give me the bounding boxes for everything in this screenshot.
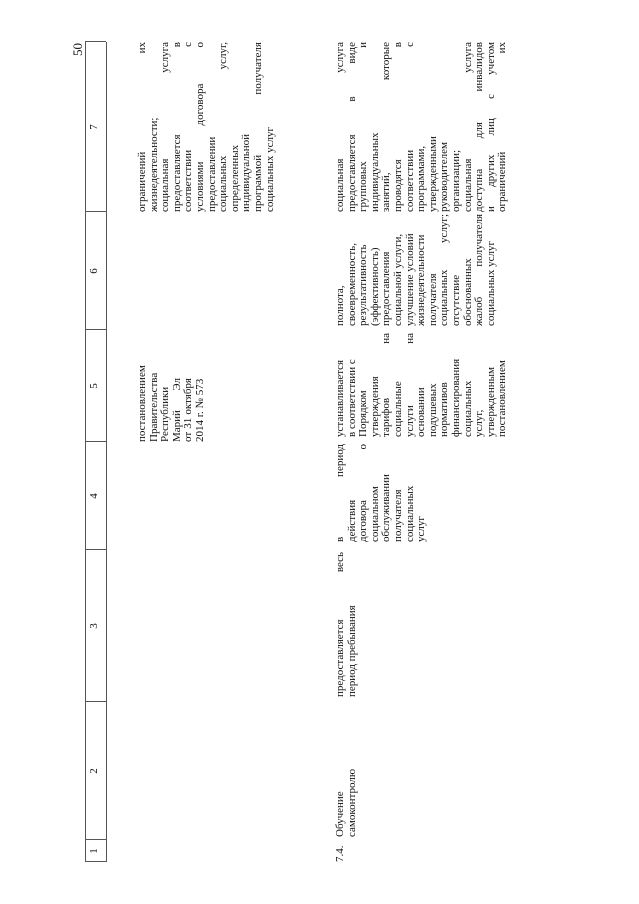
cont-cost-cell: постановлением Правительства Республики Марий Эл от 31 октября 2014 г. № 573 bbox=[136, 365, 206, 442]
col-header-3: 3 bbox=[88, 623, 100, 629]
header-bottom-border bbox=[106, 42, 107, 862]
col-header-4: 4 bbox=[88, 493, 100, 499]
row-number: 7.4. bbox=[334, 845, 346, 862]
cost-cell: устанавливается в соответствии с Порядком утверждения тарифов на социальные услуги на основании подушевых нормативов финансирования социальных услуг, утвержденным постановлением bbox=[334, 333, 509, 437]
col-header-5: 5 bbox=[88, 383, 100, 389]
description-cell: предоставляется весь период пребывания bbox=[334, 552, 358, 697]
deadline-cell: в период действия договора о социальном обслуживании получателя социальных услуг bbox=[334, 444, 428, 542]
rotated-table bbox=[85, 42, 509, 862]
col-header-7: 7 bbox=[88, 124, 100, 130]
cont-conditions-cell: ограничений их жизнедеятельности; социальная услуга предоставляется в соответствии с условиями договора о предоставлении социальных услуг, определенных индивидуальной программой получателя социальных услуг bbox=[136, 42, 276, 212]
indicators-cell: полнота, своевременность, результативность (эффективность) предоставления социальной услуги, улучшение условий жизнедеятельности получателя социальных услуг; отсутствие обоснованных жалоб получателя социальных услуг bbox=[334, 214, 497, 326]
col-header-2: 2 bbox=[88, 768, 100, 774]
page-number: 50 bbox=[70, 43, 85, 56]
table-top-border bbox=[85, 42, 86, 862]
service-name-cell: Обучение самоконтролю bbox=[334, 768, 358, 837]
conditions-cell: социальная услуга предоставляется в виде групповых и индивидуальных занятий, которые проводятся в соответствии с программами, утвержденными руководителем организации; социальная услуга доступна для инвалидов и других лиц с учетом ограничений их bbox=[334, 42, 509, 212]
col-header-1: 1 bbox=[88, 848, 100, 854]
col-header-6: 6 bbox=[88, 268, 100, 274]
